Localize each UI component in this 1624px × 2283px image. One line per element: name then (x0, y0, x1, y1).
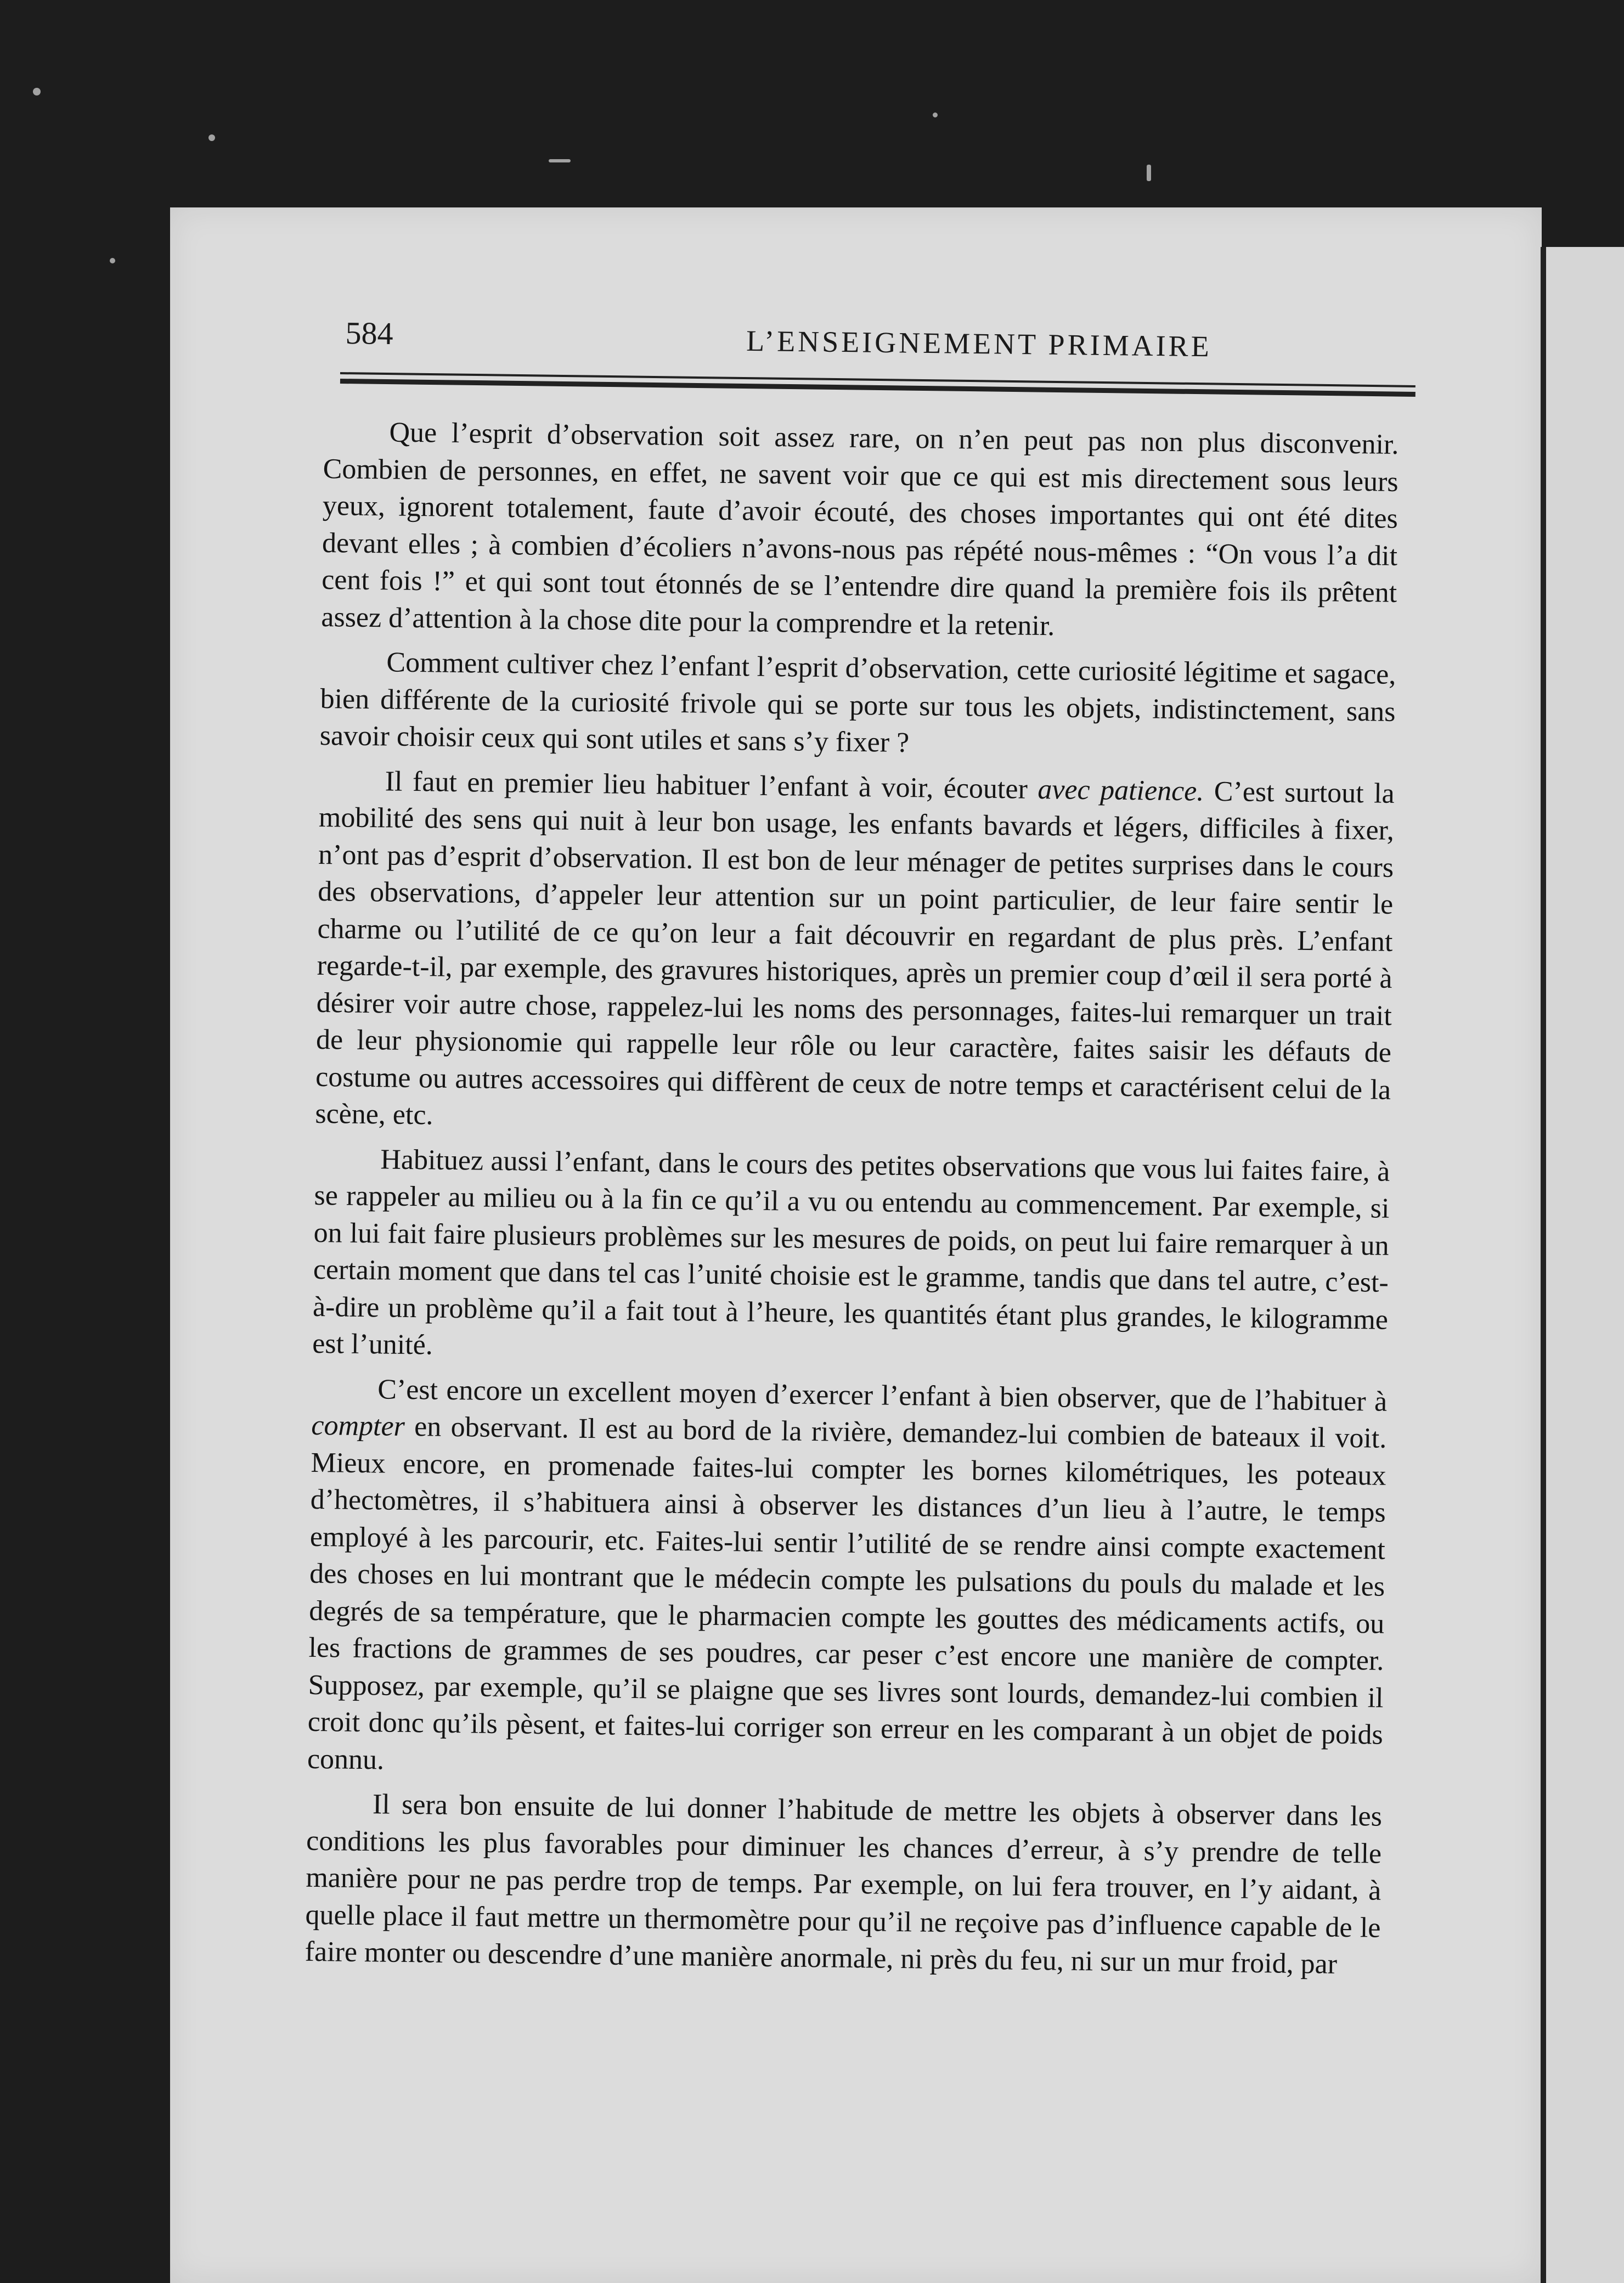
body-text (304, 413, 1399, 1991)
emphasis: avec patience. (1037, 773, 1204, 807)
page-number: 584 (345, 314, 393, 352)
next-page-edge (1541, 247, 1624, 2283)
page-content (170, 207, 1542, 2283)
scan-speck (110, 258, 115, 263)
paragraph: C’est encore un excellent moyen d’exercer l’enfant à bien observer, que de l’habituer à compter en observant. Il est au bord de la rivière, demandez-lui combien de bateaux il voit. Mieux encore, en promenade faites-lui compter les bornes kilométriques, les poteaux d’hectomètres, il s’habituera ainsi à observer les distances d’un lieu à l’autre, le temps employé à les parcourir, etc. Faites-lui sentir l’utilité de se rendre ainsi compte exactement des choses en lui montrant que le médecin compte les pulsations du pouls du malade et les degrés de sa température, que le pharmacien compte les gouttes des médicaments actifs, ou les fractions de grammes de ses poudres, car peser c’est encore une manière de compter. Supposez, par exemple, qu’il se plaigne que ses livres sont lourds, demandez-lui combien il croit donc qu’ils pèsent, et faites-lui corriger son erreur en les comparant à un objet de poids connu. (307, 1373, 1388, 1776)
scan-speck (33, 88, 41, 95)
header-rule-double (340, 379, 1416, 397)
paragraph: Comment cultiver chez l’enfant l’esprit d’observation, cette curiosité légitime et sagace, bien différente de la curiosité frivole qui se porte sur tous les objets, indistinctement, sans savoir choisir ceux qui sont utiles et sans s’y fixer ? (319, 646, 1396, 759)
paragraph: Habituez aussi l’enfant, dans le cours des petites observations que vous lui faites faire, à se rappeler au milieu ou à la fin ce qu’il a vu ou entendu au commencement. Par exemple, si on lui fait faire plusieurs problèmes sur les mesures de poids, on peut lui faire remarquer à un certain moment que dans tel cas l’unité choisie est le gramme, tandis que dans tel autre, c’est-à-dire un problème qu’il a fait tout à l’heure, les quantités étant plus grandes, le kilogramme est l’unité. (312, 1143, 1390, 1361)
emphasis: compter (311, 1409, 405, 1442)
scan-speck (1147, 165, 1151, 181)
scan-speck (208, 134, 215, 141)
paragraph: Il faut en premier lieu habituer l’enfant à voir, écouter avec patience. C’est surtout la mobilité des sens qui nuit à leur bon usage, les enfants bavards et légers, difficiles à fixer, n’ont pas d’esprit d’observation. Il est bon de leur ménager de petites surprises dans le cours des observations, d’appeler leur attention sur un point particulier, de leur faire sentir le charme ou l’utilité de ce qu’on leur a fait découvrir en regardant de plus près. L’enfant regarde-t-il, par exemple, des gravures historiques, après un premier coup d’œil il sera porté à désirer voir autre chose, rappelez-lui les noms des personnages, faites-lui remarquer un trait de leur physionomie qui rappelle leur rôle ou leur caractère, faites saisir les défauts de costume ou autres accessoires qui diffèrent de ceux de notre temps et caractérisent celui de la scène, etc. (315, 765, 1395, 1131)
paragraph: Que l’esprit d’observation soit assez rare, on n’en peut pas non plus disconvenir. Combien de personnes, en effet, ne savent voir que ce qui est mis directement sous leurs yeux, ignorent totalement, faute d’avoir écouté, des choses importantes qui ont été dites devant elles ; à combien d’écoliers n’avons-nous pas répété nous-mêmes : “On vous l’a dit cent fois !” et qui sont tout étonnés de se l’entendre dire quand la première fois ils prêtent assez d’attention à la chose dite pour la comprendre et la retenir. (321, 417, 1399, 642)
paragraph: Il sera bon ensuite de lui donner l’habitude de mettre les objets à observer dans les conditions les plus favorables pour diminuer les chances d’erreur, à s’y prendre de telle manière pour ne pas perdre trop de temps. Par exemple, on lui fera trouver, en l’y aidant, à quelle place il faut mettre un thermomètre pour qu’il ne reçoive pas d’influence capable de le faire monter ou descendre d’une manière anormale, ni près du feu, ni sur un mur froid, par (304, 1789, 1383, 1980)
running-title: L’ENSEIGNEMENT PRIMAIRE (746, 324, 1213, 363)
page-header (345, 314, 1613, 374)
scan-speck (933, 113, 938, 117)
scan-speck (549, 159, 571, 162)
